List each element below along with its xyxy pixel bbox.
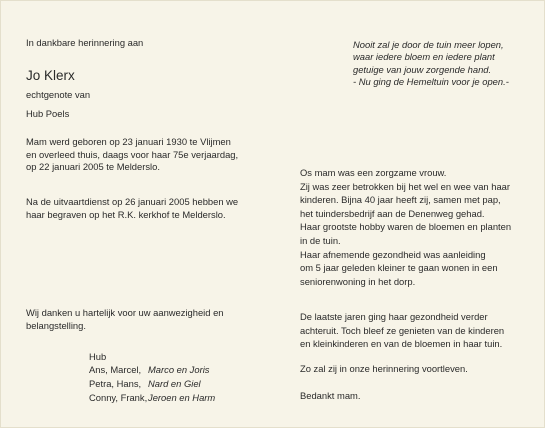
paragraph-line: Na de uitvaartdienst op 26 januari 2005 hebben we xyxy=(26,196,239,207)
paragraph-line: seniorenwoning in het dorp. xyxy=(300,275,416,287)
family-member: Conny, Frank, xyxy=(89,392,148,403)
grandchildren: Jeroen en Harm xyxy=(148,392,216,403)
paragraph-line: Os mam was een zorgzame vrouw. xyxy=(300,167,447,178)
health-paragraph xyxy=(300,310,504,351)
paragraph-line: achteruit. Toch bleef ze genieten van de kinderen xyxy=(300,324,505,336)
deceased-name: Jo Klerx xyxy=(26,68,75,83)
birth-death-paragraph xyxy=(26,136,238,174)
life-story-paragraph xyxy=(300,166,511,288)
paragraph-line: haar begraven op het R.K. kerkhof te Melderslo. xyxy=(26,208,226,220)
poem-line: getuige van jouw zorgende hand. xyxy=(353,63,492,75)
spouse-name: Hub Poels xyxy=(26,108,70,119)
closing-line: Zo zal zij in onze herinnering voortleven. xyxy=(300,363,468,374)
thanks-paragraph xyxy=(26,307,224,332)
poem xyxy=(353,39,509,89)
paragraph-line: Haar grootste hobby waren de bloemen en planten xyxy=(300,221,512,233)
paragraph-line: De laatste jaren ging haar gezondheid verder xyxy=(300,311,488,322)
grandchildren: Nard en Giel xyxy=(148,378,201,389)
family-member: Petra, Hans, xyxy=(89,378,142,389)
intro-text: In dankbare herinnering aan xyxy=(26,37,144,48)
paragraph-line: Wij danken u hartelijk voor uw aanwezigheid en xyxy=(26,307,224,318)
paragraph-line: Mam werd geboren op 23 januari 1930 te Vlijmen xyxy=(26,136,231,147)
paragraph-line: Zij was zeer betrokken bij het wel en wee van haar xyxy=(300,180,511,192)
poem-line: Nooit zal je door de tuin meer lopen, xyxy=(353,39,504,50)
paragraph-line: om 5 jaar geleden kleiner te gaan wonen in een xyxy=(300,262,498,274)
paragraph-line: belangstelling. xyxy=(26,319,86,331)
paragraph-line: het tuindersbedrijf aan de Denenweg gehad. xyxy=(300,207,485,219)
grandchildren: Marco en Joris xyxy=(148,364,210,375)
family-member: Ans, Marcel, xyxy=(89,364,142,375)
paragraph-line: en kleinkinderen en van de bloemen in haar tuin. xyxy=(300,338,503,350)
family-member: Hub xyxy=(89,351,107,362)
spouse-label: echtgenote van xyxy=(26,89,91,100)
final-thanks: Bedankt mam. xyxy=(300,390,361,401)
paragraph-line: kinderen. Bijna 40 jaar heeft zij, samen met pap, xyxy=(300,194,501,206)
paragraph-line: en overleed thuis, daags voor haar 75e verjaardag, xyxy=(26,148,239,160)
paragraph-line: Haar afnemende gezondheid was aanleiding xyxy=(300,248,486,260)
poem-line: - Nu ging de Hemeltuin voor je open.- xyxy=(353,76,509,88)
poem-line: waar iedere bloem en iedere plant xyxy=(353,51,495,63)
paragraph-line: in de tuin. xyxy=(300,234,341,246)
paragraph-line: op 22 januari 2005 te Melderslo. xyxy=(26,161,160,173)
burial-paragraph xyxy=(26,196,238,221)
